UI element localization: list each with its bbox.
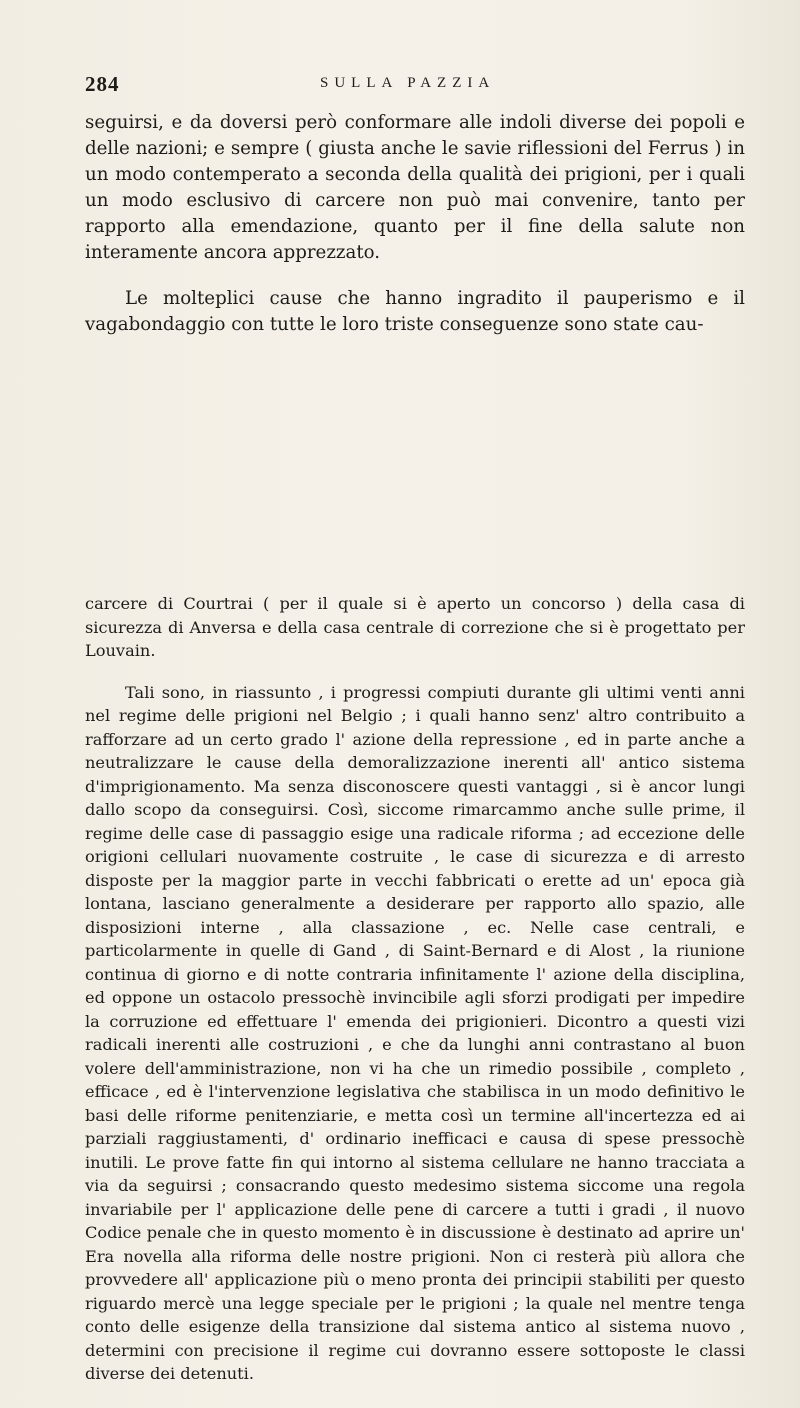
paragraph: Tali sono, in riassunto , i progressi compiuti durante gli ultimi venti anni nel regime delle prigioni nel Belgio ; i quali hanno senz' altro contribuito a rafforzare ad un certo grado l' azione della repressione , ed in parte anche a neutralizzare le cause della demoralizzazione inerenti all' antico sistema d'imprigionamento. Ma senza disconoscere questi vantaggi , si è ancor lungi dallo scopo da conseguirsi. Così, siccome rimarcammo anche sulle prime, il regime delle case di passaggio esige una radicale riforma ; ad eccezione delle origioni cellulari nuovamente costruite , le case di sicurezza e di arresto disposte per la maggior parte in vecchi fabbricati o erette ad un' epoca già lontana, lasciano generalmente a desiderare per rapporto allo spazio, alle disposizioni interne , alla classazione , ec. Nelle case centrali, e particolarmente in quelle di Gand , di Saint-Bernard e di Alost , la riunione continua di giorno e di notte contraria infinitamente l' azione della disciplina, ed oppone un ostacolo pressochè invincibile agli sforzi prodigati per impedire la corruzione ed effettuare l' emenda dei prigionieri. Dicontro a questi vizi radicali inerenti alle costruzioni , e che da lunghi anni contrastano al buon volere dell'amministrazione, non vi ha che un rimedio possibile , completo , efficace , ed è l'intervenzione legislativa che stabilisca in un modo definitivo le basi delle riforme penitenziarie, e metta così un termine all'incertezza ed ai parziali raggiustamenti, d' ordinario inefficaci e causa di spese pressochè inutili. Le prove fatte fin qui intorno al sistema cellulare ne hanno tracciata a via da seguirsi ; consacrando questo medesimo sistema siccome una regola invariabile per l' applicazione delle pene di carcere a tutti i gradi , il nuovo Codice penale che in questo momento è in discussione è destinato ad aprire un' Era novella alla riforma delle nostre prigioni. Non ci resterà più allora che provvedere all' applicazione più o meno pronta dei principii stabiliti per questo riguardo mercè una legge speciale per le prigioni ; la quale nel mentre tenga conto delle esigenze della transizione dal sistema antico al sistema nuovo , determini con precisione il regime cui dovranno essere sottoposte le classi diverse dei detenuti. <box>85 682 745 1383</box>
page-number: 284 <box>85 72 120 96</box>
upper-text-section <box>85 110 745 338</box>
running-head: SULLA PAZZIA <box>320 75 496 91</box>
paragraph: carcere di Courtrai ( per il quale si è aperto un concorso ) della casa di sicurezza di Anversa e della casa centrale di correzione che si è progettato per Louvain. <box>85 594 745 660</box>
page-header <box>85 72 745 96</box>
paragraph: Le molteplici cause che hanno ingradito il pauperismo e il vagabondaggio con tutte le loro triste conseguenze sono state cau- <box>85 288 745 335</box>
lower-text-section <box>85 592 745 1386</box>
paragraph: seguirsi, e da doversi però conformare alle indoli diverse dei popoli e delle nazioni; e sempre ( giusta anche le savie riflessioni del Ferrus ) in un modo contemperato a seconda della qualità dei prigioni, per i quali un modo esclusivo di carcere non può mai convenire, tanto per rapporto alla emendazione, quanto per il fine della salute non interamente ancora apprezzato. <box>85 112 745 263</box>
